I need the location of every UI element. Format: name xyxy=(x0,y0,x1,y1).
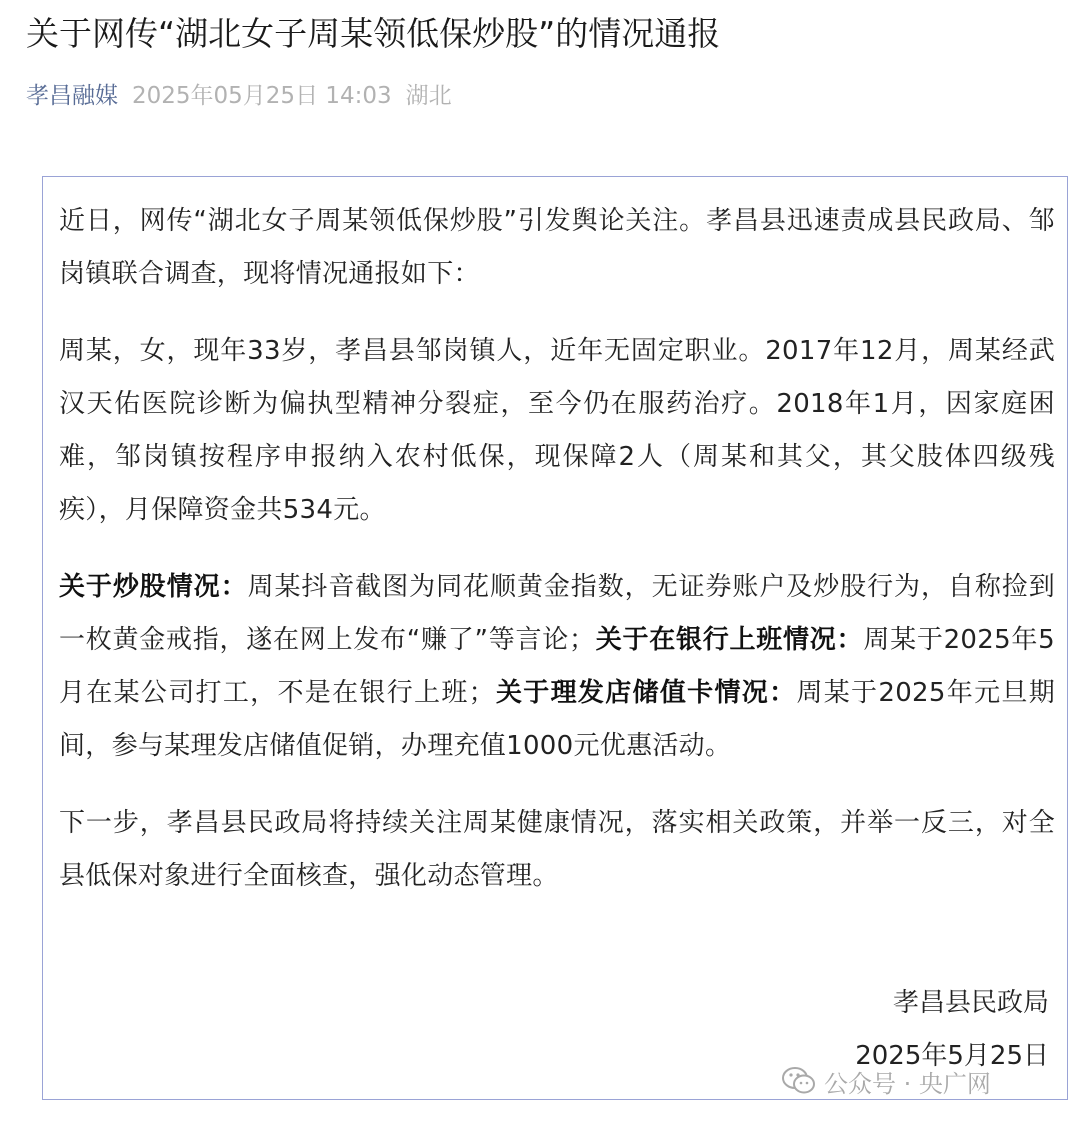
bank-heading: 关于在银行上班情况： xyxy=(595,625,864,655)
signature-date: 2025年5月25日 xyxy=(855,1041,1049,1071)
article-meta xyxy=(26,80,452,112)
article-source-link[interactable]: 孝昌融媒 xyxy=(26,83,118,109)
article-title: 关于网传“湖北女子周某领低保炒股”的情况通报 xyxy=(26,14,721,53)
stock-text: 周某抖音截图为同花顺黄金指数，无证券账户及炒股行为，自称捡到一枚黄金戒指，遂在网上发布“赚了”等言论； xyxy=(59,572,1055,655)
notice-paragraph-findings xyxy=(59,561,1055,773)
publish-time: 2025年05月25日 14:03 xyxy=(132,83,392,109)
watermark xyxy=(782,1062,991,1100)
bank-text: 周某于2025年5月在某公司打工，不是在银行上班； xyxy=(59,625,1055,708)
notice-paragraph-background: 周某，女，现年33岁，孝昌县邹岗镇人，近年无固定职业。2017年12月，周某经武汉天佑医院诊断为偏执型精神分裂症，至今仍在服药治疗。2018年1月，因家庭困难，邹岗镇按程序申报纳入农村低保，现保障2人（周某和其父，其父肢体四级残疾），月保障资金共534元。 xyxy=(59,336,1055,525)
notice-body xyxy=(59,195,1055,927)
barber-text: 周某于2025年元旦期间，参与某理发店储值促销，办理充值1000元优惠活动。 xyxy=(59,678,1055,761)
watermark-text: 公众号 · 央广网 xyxy=(824,1069,991,1098)
stock-heading: 关于炒股情况： xyxy=(59,572,248,602)
notice-box xyxy=(42,176,1068,1100)
barber-heading: 关于理发店储值卡情况： xyxy=(494,678,797,708)
notice-paragraph-intro: 近日，网传“湖北女子周某领低保炒股”引发舆论关注。孝昌县迅速责成县民政局、邹岗镇联合调查，现将情况通报如下： xyxy=(59,206,1055,289)
notice-paragraph-next-steps: 下一步，孝昌县民政局将持续关注周某健康情况，落实相关政策，并举一反三，对全县低保对象进行全面核查，强化动态管理。 xyxy=(59,808,1055,891)
wechat-icon xyxy=(782,1066,816,1096)
signature-org: 孝昌县民政局 xyxy=(892,988,1049,1018)
publish-region: 湖北 xyxy=(405,83,452,109)
